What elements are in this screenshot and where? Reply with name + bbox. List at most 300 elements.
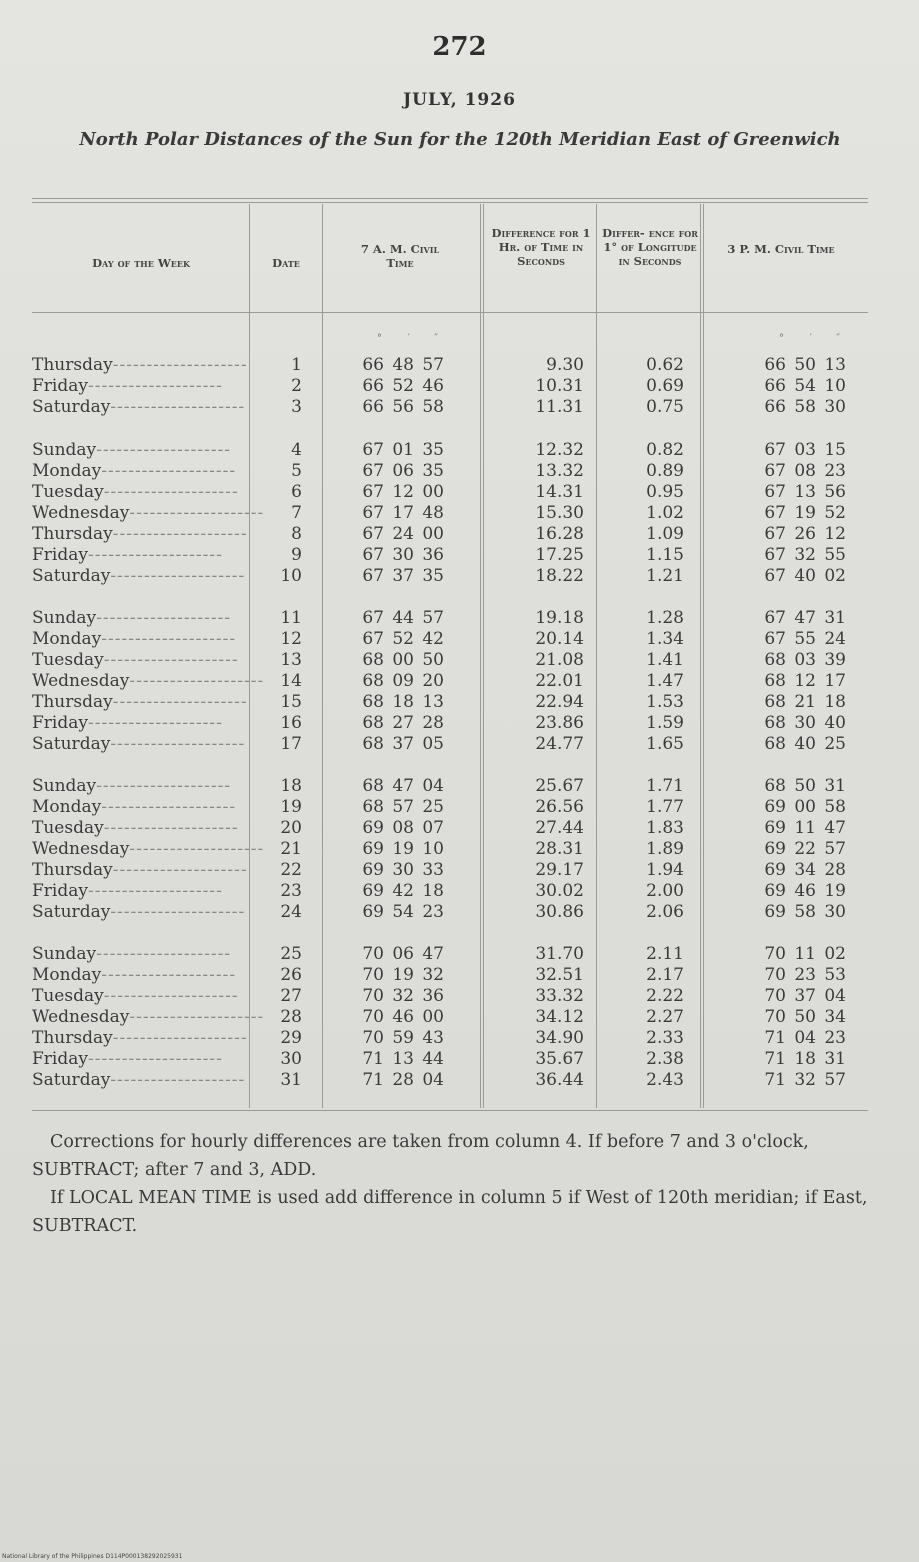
day-of-week-cell xyxy=(32,671,265,692)
am-sec: 33 xyxy=(422,860,444,880)
pm-sec: 34 xyxy=(824,1007,846,1027)
diff-hour-cell: 34.90 xyxy=(535,1028,584,1048)
day-of-week-cell xyxy=(32,986,247,1007)
am-deg: 66 xyxy=(362,376,384,396)
am-sec: 00 xyxy=(422,1007,444,1027)
diff-hour-cell: 18.22 xyxy=(535,566,584,586)
dot-leader: -------------------- xyxy=(129,839,265,859)
diff-hour-cell: 23.86 xyxy=(535,713,584,733)
table-row xyxy=(0,860,919,881)
day-name: Thursday xyxy=(32,355,113,375)
pm-sec: 15 xyxy=(824,440,846,460)
am-deg: 70 xyxy=(362,986,384,1006)
day-of-week-cell xyxy=(32,860,247,881)
date-cell: 9 xyxy=(291,545,302,565)
pm-deg: 71 xyxy=(764,1028,786,1048)
dot-leader: -------------------- xyxy=(103,482,239,502)
pm-min: 55 xyxy=(794,629,816,649)
day-of-week-cell xyxy=(32,902,247,923)
dot-leader: -------------------- xyxy=(87,376,223,396)
diff-hour-cell: 34.12 xyxy=(535,1007,584,1027)
day-of-week-cell xyxy=(32,566,247,587)
am-min: 52 xyxy=(392,629,414,649)
dot-leader: -------------------- xyxy=(129,1007,265,1027)
diff-hour-cell: 35.67 xyxy=(535,1049,584,1069)
am-time-cell xyxy=(354,650,466,671)
pm-deg: 68 xyxy=(764,692,786,712)
am-min: 37 xyxy=(392,734,414,754)
diff-longitude-cell: 1.71 xyxy=(646,776,684,796)
diff-longitude-cell: 1.09 xyxy=(646,524,684,544)
date-cell: 14 xyxy=(280,671,302,691)
pm-deg: 68 xyxy=(764,713,786,733)
pm-time-cell xyxy=(756,629,870,650)
pm-min: 50 xyxy=(794,1007,816,1027)
diff-hour-cell: 24.77 xyxy=(535,734,584,754)
pm-time-cell xyxy=(756,902,870,923)
date-cell: 21 xyxy=(280,839,302,859)
pm-sec: 58 xyxy=(824,797,846,817)
pm-sec: 02 xyxy=(824,944,846,964)
pm-deg: 69 xyxy=(764,839,786,859)
pm-min: 46 xyxy=(794,881,816,901)
dot-leader: -------------------- xyxy=(103,650,239,670)
pm-min: 50 xyxy=(794,776,816,796)
am-time-cell xyxy=(354,839,466,860)
pm-sec: 24 xyxy=(824,629,846,649)
am-min: 12 xyxy=(392,482,414,502)
am-deg: 67 xyxy=(362,461,384,481)
day-name: Monday xyxy=(32,461,102,481)
diff-hour-cell: 12.32 xyxy=(535,440,584,460)
minute-mark: ′ xyxy=(809,333,812,344)
table-row xyxy=(0,797,919,818)
dot-leader: -------------------- xyxy=(110,902,246,922)
day-name: Thursday xyxy=(32,1028,113,1048)
pm-min: 40 xyxy=(794,566,816,586)
pm-time-cell xyxy=(756,608,870,629)
dot-leader: -------------------- xyxy=(110,1070,246,1090)
day-name: Thursday xyxy=(32,524,113,544)
pm-sec: 57 xyxy=(824,839,846,859)
day-of-week-cell xyxy=(32,1070,247,1091)
diff-hour-cell: 16.28 xyxy=(535,524,584,544)
day-of-week-cell xyxy=(32,776,247,797)
day-of-week-cell xyxy=(32,944,247,965)
am-time-cell xyxy=(354,608,466,629)
diff-longitude-cell: 2.17 xyxy=(646,965,684,985)
day-name: Monday xyxy=(32,965,102,985)
date-cell: 1 xyxy=(291,355,302,375)
am-deg: 68 xyxy=(362,650,384,670)
am-time-cell xyxy=(354,545,466,566)
am-min: 13 xyxy=(392,1049,414,1069)
day-of-week-cell xyxy=(32,1028,247,1049)
diff-hour-cell: 27.44 xyxy=(535,818,584,838)
pm-time-cell xyxy=(756,545,870,566)
diff-hour-cell: 26.56 xyxy=(535,797,584,817)
date-cell: 24 xyxy=(280,902,302,922)
day-name: Saturday xyxy=(32,566,111,586)
day-name: Friday xyxy=(32,1049,88,1069)
date-cell: 31 xyxy=(280,1070,302,1090)
pm-time-cell xyxy=(756,713,870,734)
pm-sec: 02 xyxy=(824,566,846,586)
table-row xyxy=(0,734,919,755)
am-time-cell xyxy=(354,818,466,839)
diff-longitude-cell: 1.94 xyxy=(646,860,684,880)
am-deg: 67 xyxy=(362,440,384,460)
date-cell: 6 xyxy=(291,482,302,502)
second-mark: ″ xyxy=(434,333,438,344)
pm-sec: 39 xyxy=(824,650,846,670)
am-min: 24 xyxy=(392,524,414,544)
am-sec: 10 xyxy=(422,839,444,859)
pm-deg: 67 xyxy=(764,629,786,649)
am-min: 30 xyxy=(392,860,414,880)
day-of-week-cell xyxy=(32,608,247,629)
date-cell: 13 xyxy=(280,650,302,670)
am-min: 57 xyxy=(392,797,414,817)
am-min: 30 xyxy=(392,545,414,565)
dot-leader: -------------------- xyxy=(87,545,223,565)
am-deg: 68 xyxy=(362,713,384,733)
pm-sec: 55 xyxy=(824,545,846,565)
day-name: Sunday xyxy=(32,776,97,796)
dot-leader: -------------------- xyxy=(87,1049,223,1069)
dot-leader: -------------------- xyxy=(110,734,246,754)
am-time-cell xyxy=(354,376,466,397)
pm-deg: 68 xyxy=(764,671,786,691)
day-of-week-cell xyxy=(32,482,247,503)
table-row xyxy=(0,839,919,860)
day-name: Saturday xyxy=(32,1070,111,1090)
table-row xyxy=(0,902,919,923)
pm-min: 12 xyxy=(794,671,816,691)
am-time-cell xyxy=(354,566,466,587)
date-cell: 12 xyxy=(280,629,302,649)
diff-longitude-cell: 0.62 xyxy=(646,355,684,375)
diff-longitude-cell: 1.83 xyxy=(646,818,684,838)
day-of-week-cell xyxy=(32,461,247,482)
am-time-cell xyxy=(354,1049,466,1070)
am-deg: 67 xyxy=(362,524,384,544)
table-row xyxy=(0,1028,919,1049)
pm-min: 21 xyxy=(794,692,816,712)
pm-deg: 71 xyxy=(764,1070,786,1090)
diff-longitude-cell: 0.89 xyxy=(646,461,684,481)
date-cell: 2 xyxy=(291,376,302,396)
diff-longitude-cell: 1.15 xyxy=(646,545,684,565)
am-time-cell xyxy=(354,986,466,1007)
diff-longitude-cell: 2.22 xyxy=(646,986,684,1006)
header-date: Date xyxy=(272,256,300,270)
date-cell: 17 xyxy=(280,734,302,754)
diff-longitude-cell: 0.75 xyxy=(646,397,684,417)
pm-deg: 71 xyxy=(764,1049,786,1069)
date-cell: 8 xyxy=(291,524,302,544)
day-of-week-cell xyxy=(32,797,247,818)
pm-time-cell xyxy=(756,818,870,839)
am-time-cell xyxy=(354,944,466,965)
pm-sec: 18 xyxy=(824,692,846,712)
date-cell: 5 xyxy=(291,461,302,481)
dot-leader: -------------------- xyxy=(112,692,248,712)
minute-mark: ′ xyxy=(407,333,410,344)
day-of-week-cell xyxy=(32,524,247,545)
table-row xyxy=(0,524,919,545)
row-group xyxy=(0,608,919,755)
pm-time-cell xyxy=(756,839,870,860)
header-bottom-rule xyxy=(32,312,868,313)
table-row xyxy=(0,1007,919,1028)
date-cell: 22 xyxy=(280,860,302,880)
am-deg: 67 xyxy=(362,629,384,649)
am-sec: 05 xyxy=(422,734,444,754)
pm-min: 37 xyxy=(794,986,816,1006)
diff-longitude-cell: 1.89 xyxy=(646,839,684,859)
am-min: 48 xyxy=(392,355,414,375)
am-deg: 68 xyxy=(362,776,384,796)
am-deg: 68 xyxy=(362,734,384,754)
day-name: Saturday xyxy=(32,397,111,417)
am-min: 19 xyxy=(392,965,414,985)
pm-sec: 40 xyxy=(824,713,846,733)
am-time-cell xyxy=(354,734,466,755)
diff-longitude-cell: 0.95 xyxy=(646,482,684,502)
pm-deg: 69 xyxy=(764,902,786,922)
am-sec: 20 xyxy=(422,671,444,691)
am-min: 46 xyxy=(392,1007,414,1027)
am-sec: 36 xyxy=(422,986,444,1006)
dot-leader: -------------------- xyxy=(110,566,246,586)
diff-longitude-cell: 1.59 xyxy=(646,713,684,733)
dot-leader: -------------------- xyxy=(112,355,248,375)
am-deg: 67 xyxy=(362,566,384,586)
table-bottom-rule xyxy=(32,1110,868,1111)
header-7am-civil-time: 7 A. M. Civil Time xyxy=(360,242,440,270)
day-of-week-cell xyxy=(32,440,247,461)
am-sec: 04 xyxy=(422,1070,444,1090)
diff-hour-cell: 20.14 xyxy=(535,629,584,649)
day-name: Friday xyxy=(32,713,88,733)
table-row xyxy=(0,545,919,566)
am-time-cell xyxy=(354,482,466,503)
am-sec: 42 xyxy=(422,629,444,649)
day-name: Wednesday xyxy=(32,503,130,523)
date-cell: 16 xyxy=(280,713,302,733)
diff-longitude-cell: 1.41 xyxy=(646,650,684,670)
am-sec: 35 xyxy=(422,566,444,586)
pm-sec: 17 xyxy=(824,671,846,691)
day-of-week-cell xyxy=(32,650,247,671)
pm-time-cell xyxy=(756,692,870,713)
dot-leader: -------------------- xyxy=(96,440,232,460)
pm-deg: 68 xyxy=(764,734,786,754)
diff-longitude-cell: 1.02 xyxy=(646,503,684,523)
dot-leader: -------------------- xyxy=(101,965,237,985)
table-row xyxy=(0,440,919,461)
footnote-local-mean-time: If LOCAL MEAN TIME is used add difference in column 5 if West of 120th meridian; if East, SUBTRACT. xyxy=(32,1188,868,1236)
pm-sec: 31 xyxy=(824,1049,846,1069)
pm-sec: 30 xyxy=(824,397,846,417)
pm-min: 19 xyxy=(794,503,816,523)
am-sec: 46 xyxy=(422,376,444,396)
am-time-cell xyxy=(354,461,466,482)
table-row xyxy=(0,1049,919,1070)
day-of-week-cell xyxy=(32,355,247,376)
am-sec: 47 xyxy=(422,944,444,964)
table-row xyxy=(0,566,919,587)
table-row xyxy=(0,376,919,397)
am-sec: 04 xyxy=(422,776,444,796)
pm-time-cell xyxy=(756,1049,870,1070)
diff-longitude-cell: 1.28 xyxy=(646,608,684,628)
pm-sec: 12 xyxy=(824,524,846,544)
dot-leader: -------------------- xyxy=(129,671,265,691)
pm-time-cell xyxy=(756,1070,870,1091)
row-group xyxy=(0,440,919,587)
am-time-cell xyxy=(354,1028,466,1049)
pm-time-cell xyxy=(756,797,870,818)
day-name: Tuesday xyxy=(32,818,104,838)
day-of-week-cell xyxy=(32,839,265,860)
date-cell: 19 xyxy=(280,797,302,817)
diff-longitude-cell: 1.47 xyxy=(646,671,684,691)
pm-deg: 67 xyxy=(764,524,786,544)
day-name: Wednesday xyxy=(32,1007,130,1027)
am-time-cell xyxy=(354,797,466,818)
pm-sec: 56 xyxy=(824,482,846,502)
pm-time-cell xyxy=(756,440,870,461)
footnote-corrections: Corrections for hourly differences are taken from column 4. If before 7 and 3 o'clock, SUBTRACT; after 7 and 3, ADD. xyxy=(32,1132,809,1180)
date-cell: 27 xyxy=(280,986,302,1006)
pm-sec: 04 xyxy=(824,986,846,1006)
pm-sec: 53 xyxy=(824,965,846,985)
pm-deg: 67 xyxy=(764,440,786,460)
pm-sec: 10 xyxy=(824,376,846,396)
diff-longitude-cell: 1.65 xyxy=(646,734,684,754)
am-time-cell xyxy=(354,902,466,923)
pm-sec: 25 xyxy=(824,734,846,754)
pm-deg: 70 xyxy=(764,986,786,1006)
diff-hour-cell: 31.70 xyxy=(535,944,584,964)
dot-leader: -------------------- xyxy=(96,944,232,964)
am-min: 19 xyxy=(392,839,414,859)
pm-time-cell xyxy=(756,461,870,482)
pm-time-cell xyxy=(756,944,870,965)
diff-hour-cell: 14.31 xyxy=(535,482,584,502)
am-sec: 00 xyxy=(422,482,444,502)
pm-deg: 68 xyxy=(764,776,786,796)
pm-min: 04 xyxy=(794,1028,816,1048)
dot-leader: -------------------- xyxy=(96,776,232,796)
row-group xyxy=(0,355,919,418)
pm-min: 22 xyxy=(794,839,816,859)
am-min: 59 xyxy=(392,1028,414,1048)
day-name: Monday xyxy=(32,797,102,817)
am-min: 28 xyxy=(392,1070,414,1090)
am-deg: 71 xyxy=(362,1070,384,1090)
pm-min: 13 xyxy=(794,482,816,502)
pm-time-cell xyxy=(756,524,870,545)
pm-deg: 67 xyxy=(764,545,786,565)
am-min: 18 xyxy=(392,692,414,712)
diff-hour-cell: 10.31 xyxy=(535,376,584,396)
day-of-week-cell xyxy=(32,1049,247,1070)
am-min: 00 xyxy=(392,650,414,670)
am-min: 42 xyxy=(392,881,414,901)
pm-time-cell xyxy=(756,566,870,587)
header-3pm-civil-time: 3 P. M. Civil Time xyxy=(727,242,835,256)
day-of-week-cell xyxy=(32,397,247,418)
am-deg: 67 xyxy=(362,482,384,502)
pm-time-cell xyxy=(756,397,870,418)
diff-longitude-cell: 2.33 xyxy=(646,1028,684,1048)
diff-hour-cell: 11.31 xyxy=(535,397,584,417)
am-min: 06 xyxy=(392,461,414,481)
am-min: 08 xyxy=(392,818,414,838)
pm-units xyxy=(756,333,840,344)
pm-min: 23 xyxy=(794,965,816,985)
table-top-rule xyxy=(32,198,868,199)
am-deg: 69 xyxy=(362,902,384,922)
pm-time-cell xyxy=(756,965,870,986)
am-deg: 70 xyxy=(362,944,384,964)
table-top-rule-2 xyxy=(32,202,868,203)
pm-time-cell xyxy=(756,503,870,524)
table-row xyxy=(0,608,919,629)
pm-deg: 67 xyxy=(764,503,786,523)
am-deg: 71 xyxy=(362,1049,384,1069)
pm-deg: 69 xyxy=(764,797,786,817)
am-time-cell xyxy=(354,860,466,881)
am-time-cell xyxy=(354,713,466,734)
diff-longitude-cell: 0.82 xyxy=(646,440,684,460)
am-time-cell xyxy=(354,1070,466,1091)
am-min: 01 xyxy=(392,440,414,460)
page-number: 272 xyxy=(432,32,487,62)
table-row xyxy=(0,671,919,692)
am-time-cell xyxy=(354,881,466,902)
date-cell: 30 xyxy=(280,1049,302,1069)
pm-min: 03 xyxy=(794,440,816,460)
day-of-week-cell xyxy=(32,376,247,397)
am-deg: 68 xyxy=(362,671,384,691)
month-title: JULY, 1926 xyxy=(403,90,516,110)
pm-deg: 67 xyxy=(764,482,786,502)
day-name: Friday xyxy=(32,881,88,901)
pm-sec: 52 xyxy=(824,503,846,523)
am-sec: 32 xyxy=(422,965,444,985)
pm-min: 58 xyxy=(794,397,816,417)
day-of-week-cell xyxy=(32,629,247,650)
day-of-week-cell xyxy=(32,713,247,734)
am-sec: 57 xyxy=(422,608,444,628)
am-min: 52 xyxy=(392,376,414,396)
pm-sec: 31 xyxy=(824,776,846,796)
diff-hour-cell: 13.32 xyxy=(535,461,584,481)
am-time-cell xyxy=(354,629,466,650)
am-sec: 44 xyxy=(422,1049,444,1069)
pm-min: 47 xyxy=(794,608,816,628)
am-time-cell xyxy=(354,1007,466,1028)
diff-longitude-cell: 2.27 xyxy=(646,1007,684,1027)
diff-longitude-cell: 1.34 xyxy=(646,629,684,649)
am-sec: 57 xyxy=(422,355,444,375)
pm-time-cell xyxy=(756,482,870,503)
am-deg: 70 xyxy=(362,1007,384,1027)
